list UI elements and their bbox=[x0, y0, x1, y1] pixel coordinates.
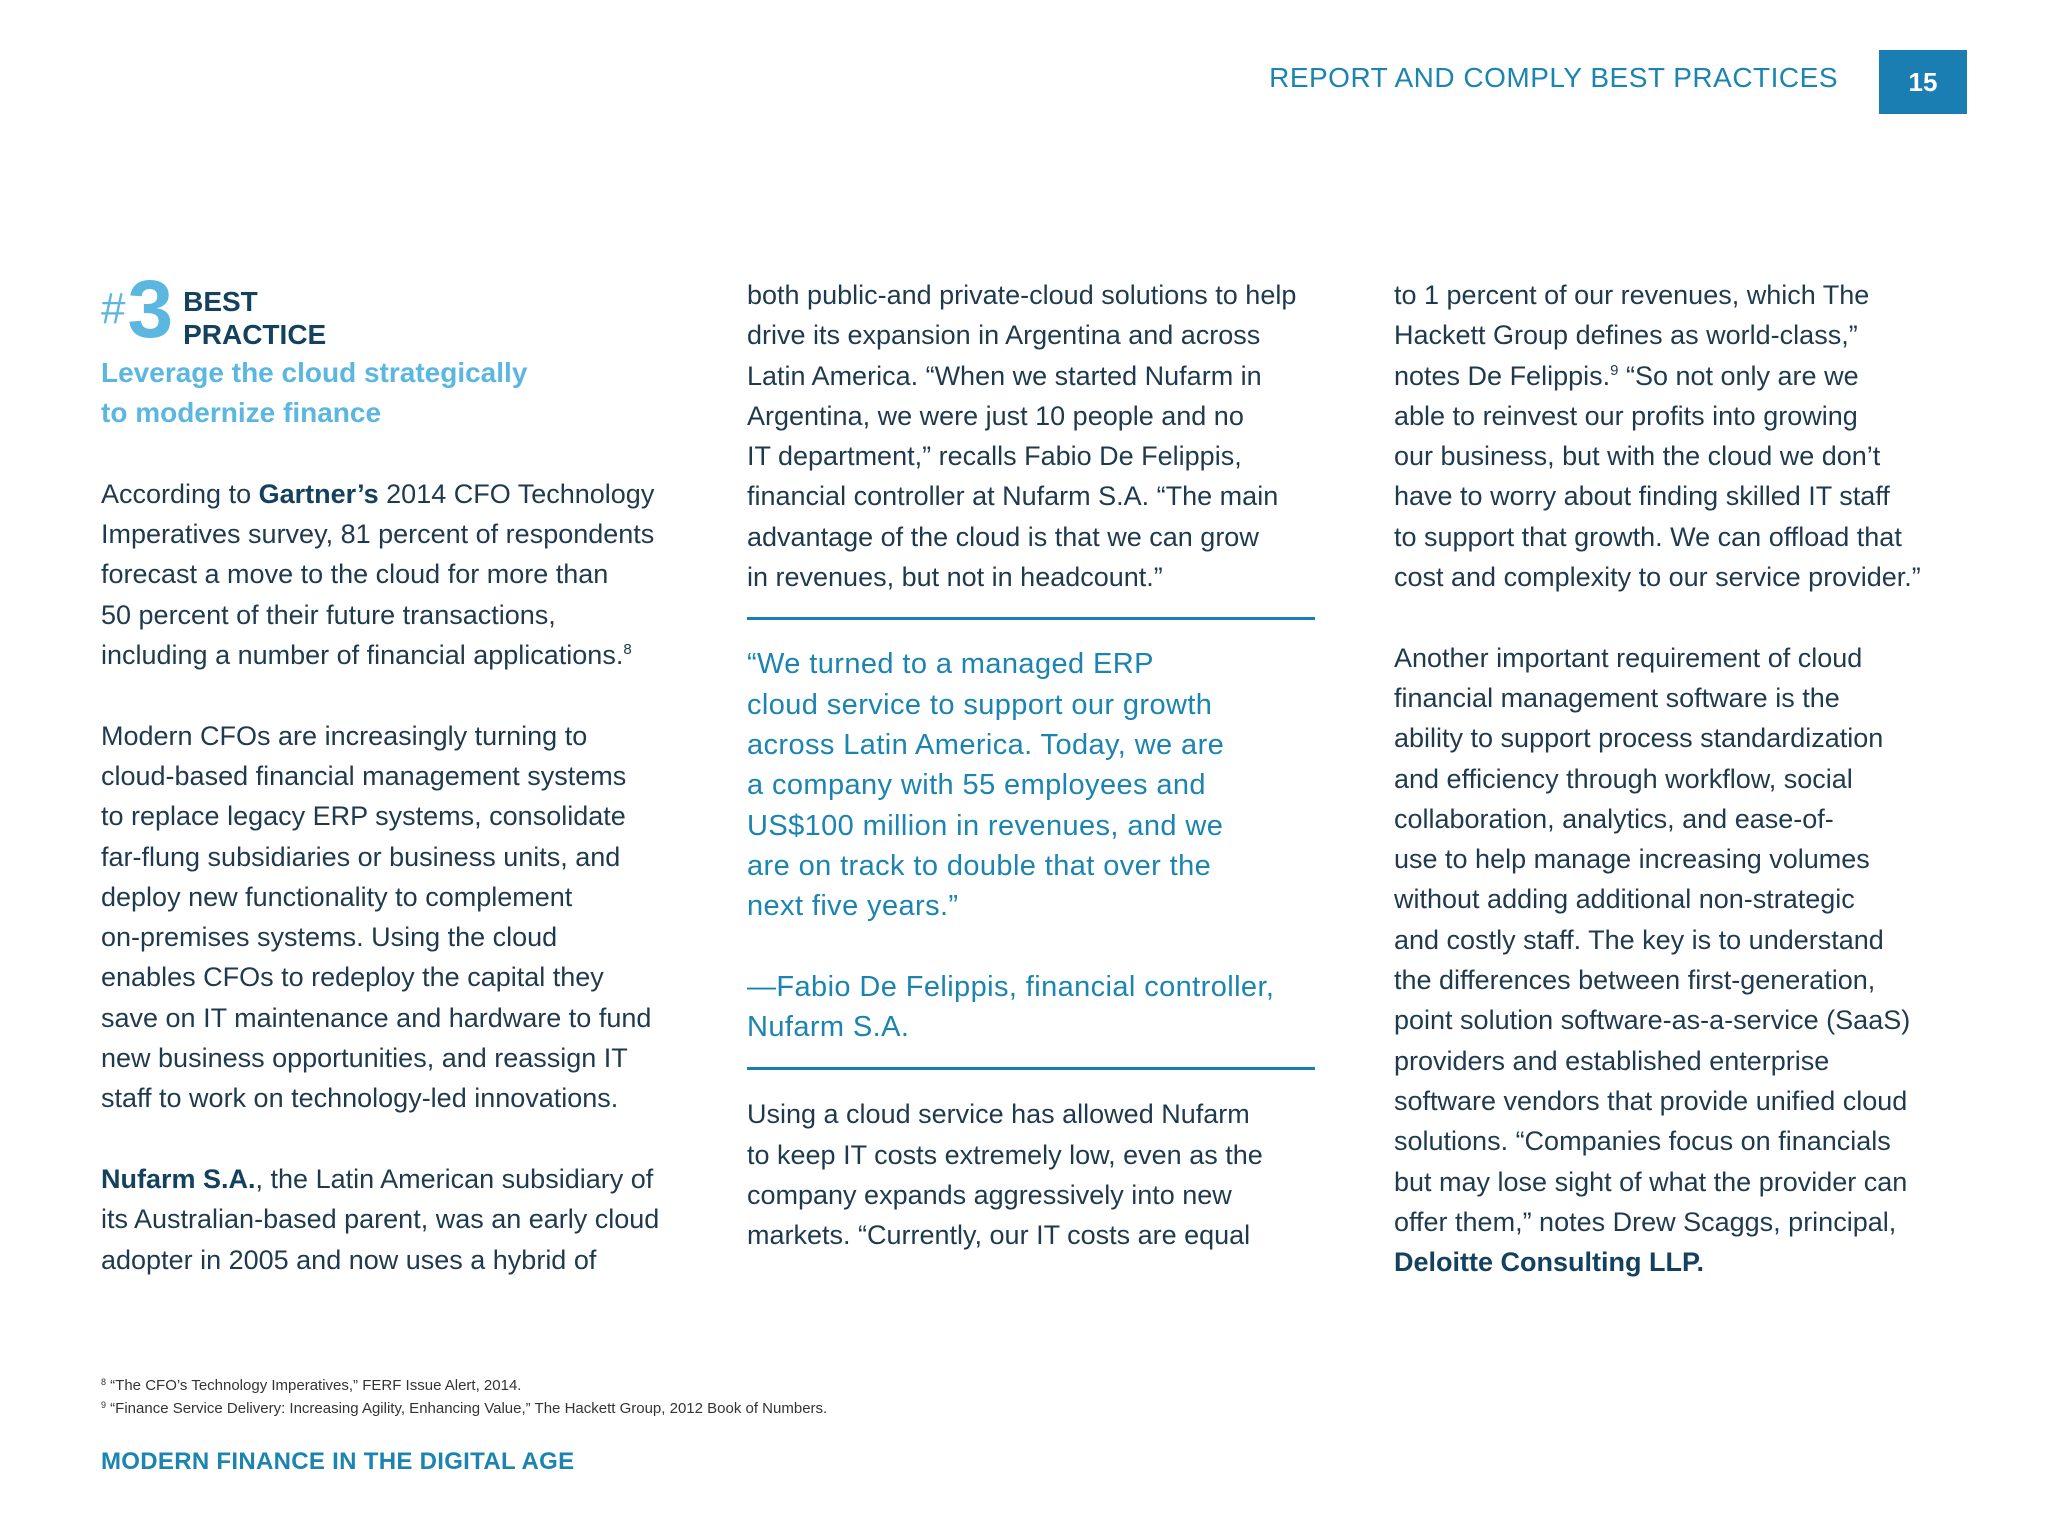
text-line: Hackett Group defines as world-class,” bbox=[1394, 320, 1858, 351]
text-line: use to help manage increasing volumes bbox=[1394, 844, 1870, 875]
best-practice-label-line1: BEST bbox=[183, 286, 258, 317]
text-line: the differences between first-generation, bbox=[1394, 965, 1876, 996]
quote-line: a company with 55 employees and bbox=[747, 769, 1206, 802]
text-line: notes De Felippis. bbox=[1394, 360, 1611, 391]
text-line: “So not only are we bbox=[1618, 360, 1859, 391]
text-line: 50 percent of their future transactions, bbox=[101, 599, 556, 630]
text-line: Another important requirement of cloud bbox=[1394, 642, 1863, 673]
text-line: markets. “Currently, our IT costs are equal bbox=[747, 1220, 1251, 1251]
text-line: point solution software-as-a-service (SaaS) bbox=[1394, 1005, 1911, 1036]
quote-line: across Latin America. Today, we are bbox=[747, 728, 1225, 761]
quote-line: “We turned to a managed ERP bbox=[747, 648, 1154, 681]
text-line: but may lose sight of what the provider can bbox=[1394, 1166, 1908, 1197]
text-line: our business, but with the cloud we don’t bbox=[1394, 441, 1881, 472]
text-line: According to bbox=[101, 478, 259, 509]
quote-line: cloud service to support our growth bbox=[747, 688, 1213, 721]
text-line: offer them,” notes Drew Scaggs, principal, bbox=[1394, 1206, 1897, 1237]
text-line: Latin America. “When we started Nufarm in bbox=[747, 360, 1262, 391]
best-practice-label-line2: PRACTICE bbox=[183, 319, 327, 350]
subtitle-line1: Leverage the cloud strategically bbox=[101, 357, 528, 388]
best-practice-label bbox=[183, 285, 326, 351]
best-practice-number: 3 bbox=[127, 264, 174, 355]
text-line: to 1 percent of our revenues, which The bbox=[1394, 280, 1870, 310]
subtitle-line2: to modernize finance bbox=[101, 397, 382, 429]
text-line: save on IT maintenance and hardware to fund bbox=[101, 1002, 652, 1033]
paragraph-requirements bbox=[1394, 638, 1969, 1283]
best-practice-subtitle bbox=[101, 353, 681, 434]
footer-title: MODERN FINANCE IN THE DIGITAL AGE bbox=[101, 1448, 575, 1475]
paragraph-nufarm bbox=[101, 1159, 681, 1280]
paragraph-it-costs bbox=[747, 1094, 1322, 1255]
text-line: and efficiency through workflow, social bbox=[1394, 763, 1853, 794]
text-line: both public-and private-cloud solutions to help bbox=[747, 280, 1297, 310]
column-2 bbox=[747, 275, 1322, 1256]
text-line: to keep IT costs extremely low, even as the bbox=[747, 1139, 1263, 1170]
text-line: advantage of the cloud is that we can grow bbox=[747, 521, 1259, 552]
text-line: on-premises systems. Using the cloud bbox=[101, 922, 558, 953]
text-line: software vendors that provide unified cloud bbox=[1394, 1085, 1908, 1116]
text-line: IT department,” recalls Fabio De Felippis, bbox=[747, 441, 1242, 472]
footnote-ref-8: 8 bbox=[623, 641, 632, 659]
footnote-ref-9: 9 bbox=[1610, 361, 1619, 379]
quote-line: US$100 million in revenues, and we bbox=[747, 809, 1224, 842]
paragraph-hybrid-cloud bbox=[747, 275, 1322, 597]
text-line: drive its expansion in Argentina and across bbox=[747, 320, 1261, 351]
text-line: adopter in 2005 and now uses a hybrid of bbox=[101, 1244, 597, 1275]
text-line: have to worry about finding skilled IT staff bbox=[1394, 481, 1890, 512]
quote-line: next five years.” bbox=[747, 890, 959, 923]
text-line: its Australian-based parent, was an early cloud bbox=[101, 1204, 660, 1235]
attribution-line: Nufarm S.A. bbox=[747, 1011, 910, 1044]
text-line: ability to support process standardization bbox=[1394, 723, 1884, 754]
column-3 bbox=[1394, 275, 1969, 1282]
footnote-text: “The CFO’s Technology Imperatives,” FERF Issue Alert, 2014. bbox=[106, 1377, 522, 1394]
text-line: company expands aggressively into new bbox=[747, 1179, 1232, 1210]
text-line: in revenues, but not in headcount.” bbox=[747, 562, 1163, 593]
text-line: cloud-based financial management systems bbox=[101, 760, 627, 791]
text-line: Using a cloud service has allowed Nufarm bbox=[747, 1099, 1250, 1130]
text-line: to support that growth. We can offload that bbox=[1394, 521, 1902, 552]
quote-line: are on track to double that over the bbox=[747, 849, 1212, 882]
paragraph-gartner bbox=[101, 474, 681, 675]
text-line: solutions. “Companies focus on financials bbox=[1394, 1126, 1891, 1157]
page-number-badge: 15 bbox=[1879, 50, 1967, 114]
text-line: deploy new functionality to complement bbox=[101, 881, 573, 912]
text-line: forecast a move to the cloud for more than bbox=[101, 559, 609, 590]
text-line: new business opportunities, and reassign IT bbox=[101, 1043, 628, 1074]
text-line: cost and complexity to our service provider.” bbox=[1394, 562, 1921, 593]
column-1 bbox=[101, 264, 681, 1280]
pull-quote-bottom-rule bbox=[747, 1067, 1315, 1070]
text-line: and costly staff. The key is to understand bbox=[1394, 924, 1884, 955]
text-line: staff to work on technology-led innovations. bbox=[101, 1083, 619, 1114]
section-title: REPORT AND COMPLY BEST PRACTICES bbox=[1269, 62, 1838, 93]
footnote-8 bbox=[101, 1374, 827, 1397]
text-line: far-flung subsidiaries or business units, and bbox=[101, 841, 621, 872]
attribution-line: —Fabio De Felippis, financial controller, bbox=[747, 970, 1275, 1003]
footnote-9 bbox=[101, 1397, 827, 1420]
footnote-text: “Finance Service Delivery: Increasing Agility, Enhancing Value,” The Hackett Group, 2012 Book of Numbers. bbox=[106, 1400, 828, 1417]
footnotes bbox=[101, 1374, 827, 1420]
text-line: Modern CFOs are increasingly turning to bbox=[101, 720, 588, 751]
text-line: able to reinvest our profits into growing bbox=[1394, 400, 1858, 431]
text-line: financial management software is the bbox=[1394, 682, 1840, 713]
text-line: enables CFOs to redeploy the capital they bbox=[101, 962, 604, 993]
best-practice-hash: # bbox=[101, 284, 126, 333]
footnote-marker: 9 bbox=[101, 1400, 107, 1410]
text-line: Imperatives survey, 81 percent of respondents bbox=[101, 519, 655, 550]
pull-quote bbox=[747, 644, 1322, 926]
text-line: financial controller at Nufarm S.A. “The main bbox=[747, 481, 1279, 512]
text-line: without adding additional non-strategic bbox=[1394, 884, 1855, 915]
text-line: , the Latin American subsidiary of bbox=[255, 1163, 654, 1194]
text-line: Argentina, we were just 10 people and no bbox=[747, 400, 1244, 431]
text-line: providers and established enterprise bbox=[1394, 1045, 1830, 1076]
text-line: 2014 CFO Technology bbox=[378, 478, 655, 509]
text-line: including a number of financial applications. bbox=[101, 640, 624, 671]
pull-quote-attribution bbox=[747, 967, 1322, 1048]
best-practice-heading bbox=[101, 264, 681, 355]
deloitte-emphasis: Deloitte Consulting LLP. bbox=[1394, 1247, 1704, 1278]
text-line: collaboration, analytics, and ease-of- bbox=[1394, 803, 1834, 834]
paragraph-revenues bbox=[1394, 275, 1969, 597]
nufarm-emphasis: Nufarm S.A. bbox=[101, 1163, 256, 1194]
text-line: to replace legacy ERP systems, consolidate bbox=[101, 801, 626, 832]
pull-quote-top-rule bbox=[747, 617, 1315, 620]
footnote-marker: 8 bbox=[101, 1377, 107, 1387]
paragraph-modern-cfos bbox=[101, 716, 681, 1119]
gartner-emphasis: Gartner’s bbox=[258, 478, 379, 509]
